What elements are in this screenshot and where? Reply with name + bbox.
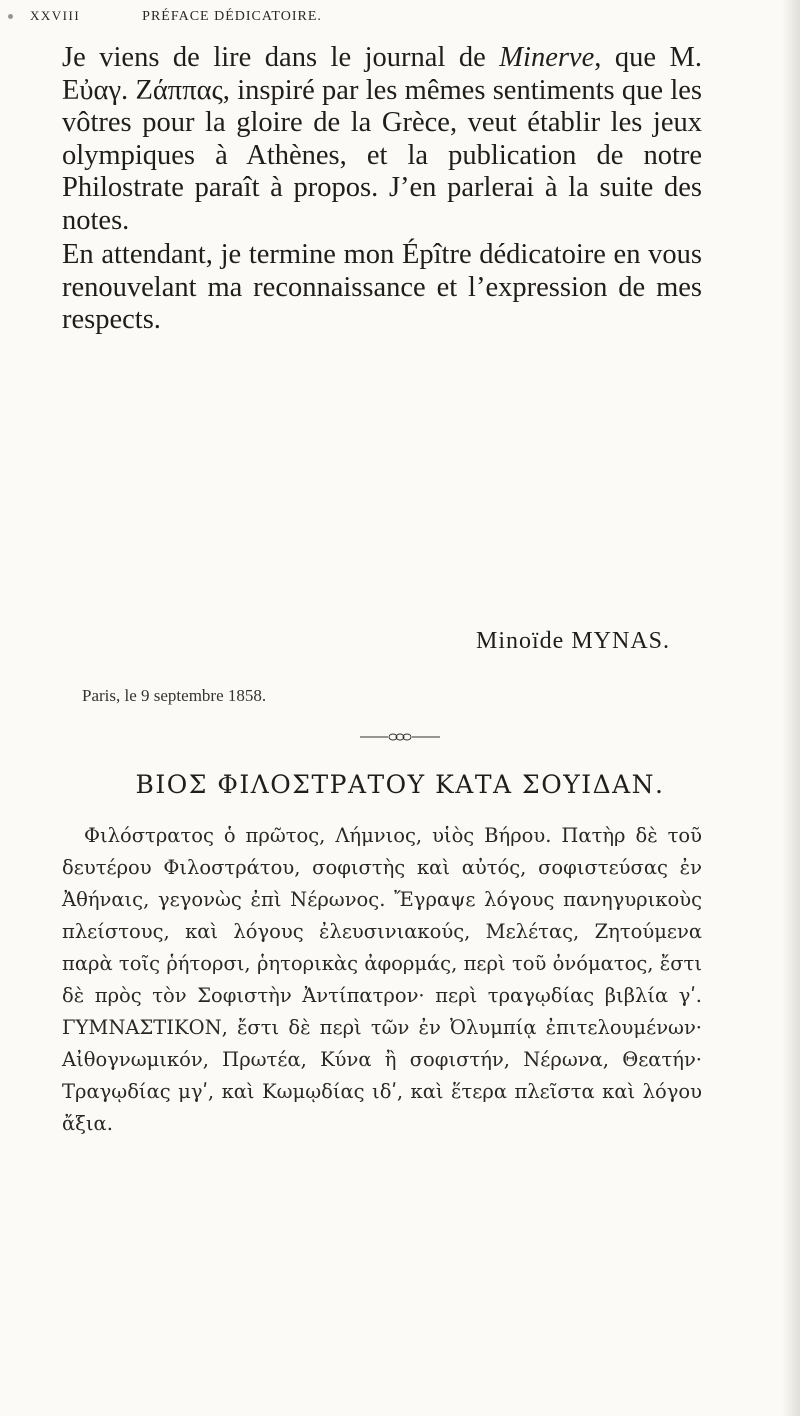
paragraph1-rest: , que M. Εὐαγ. Ζάππας, inspiré par les mêmes sentiments que les vôtres pour la gloire de la Grèce, veut établir les jeux olympiques à Athènes, et la publication de notre Philostrate paraît à propos. J’en parlerai à la suite des notes. [62, 42, 702, 236]
greek-paragraph: Φιλόστρατος ὁ πρῶτος, Λήμνιος, υἱὸς Βήρου. Πατὴρ δὲ τοῦ δευτέρου Φιλοστράτου, σοφιστὴς καὶ αὐτός, σοφιστεύσας ἐν Ἀθήναις, γεγονὼς ἐπὶ Νέρωνος. Ἔγραψε λόγους πανηγυρικοὺς πλείστους, καὶ λόγους ἐλευσινιακούς, Μελέτας, Ζητούμενα παρὰ τοῖς ῥήτορσι, ῥητορικὰς ἀφορμάς, περὶ τοῦ ὀνόματος, ἔστι δὲ πρὸς τὸν Σοφιστὴν Ἀντίπατρον· περὶ τραγῳδίας βιβλία γʹ. ΓΥΜΝΑΣΤΙΚΟΝ, ἔστι δὲ περὶ τῶν ἐν Ὀλυμπίᾳ ἐπιτελουμένων· Αἰθογνωμικόν, Πρωτέα, Κύνα ἢ σοφιστήν, Νέρωνα, Θεατήν· Τραγῳδίας μγʹ, καὶ Κωμῳδίας ιδʹ, καὶ ἕτερα πλεῖστα καὶ λόγου ἄξια. [62, 824, 702, 1135]
page-edge-shadow [782, 0, 800, 1416]
place-and-date: Paris, le 9 septembre 1858. [82, 686, 267, 705]
greek-section-title: ΒΙΟΣ ΦΙΛΟΣΤΡΑΤΟΥ ΚΑΤΑ ΣΟΥΙΔΑΝ. [135, 770, 665, 799]
french-paragraph-2 [62, 239, 702, 337]
paragraph1-start: Je viens de lire dans le journal de [62, 42, 500, 73]
section-divider-ornament [360, 730, 440, 744]
greek-text-block [62, 820, 702, 1140]
author-signature: Minoïde MYNAS. [476, 628, 671, 654]
journal-name: Minerve [499, 42, 595, 73]
paper-speck [8, 14, 13, 19]
french-paragraph-1 [62, 42, 702, 237]
running-title: PRÉFACE DÉDICATOIRE. [142, 9, 322, 24]
page-number: XXVIII [30, 8, 81, 23]
paragraph2-text: En attendant, je termine mon Épître dédicatoire en vous renouvelant ma reconnaissance et l’expression de mes respects. [62, 239, 702, 335]
french-text-block [62, 42, 702, 337]
running-header [30, 8, 450, 25]
